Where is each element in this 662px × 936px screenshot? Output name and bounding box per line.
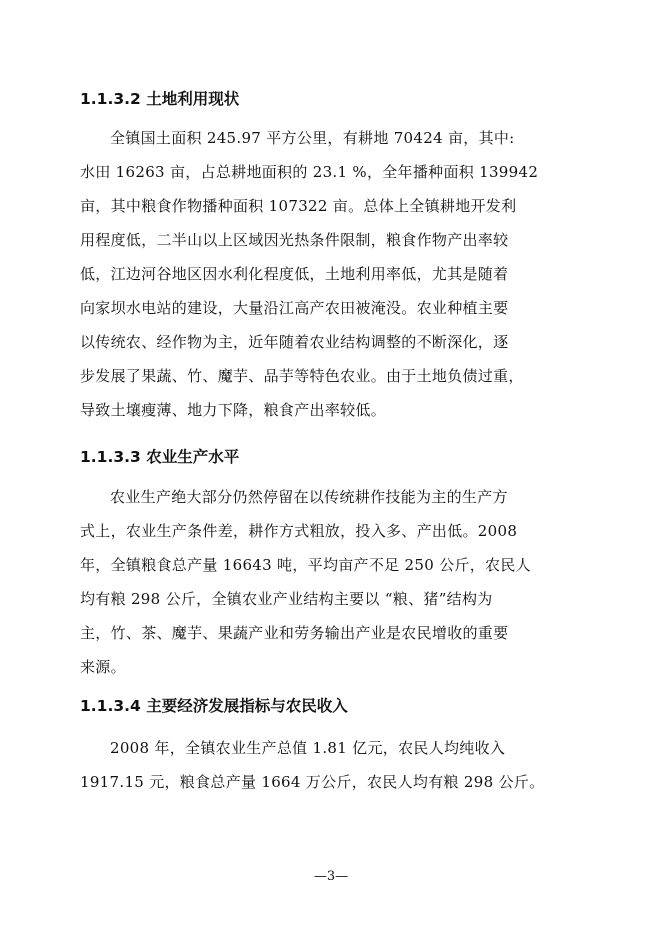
paragraph-line: 主，竹、茶、魔芋、果蔬产业和劳务输出产业是农民增收的重要	[80, 624, 509, 642]
paragraph-line: 1917.15 元，粮食总产量 1664 万公斤，农民人均有粮 298 公斤。	[80, 773, 545, 791]
section-heading-agri-production: 1.1.3.3 农业生产水平	[80, 448, 240, 466]
paragraph-line: 步发展了果蔬、竹、魔芋、品芋等特色农业。由于土地负债过重，	[80, 367, 524, 385]
section-heading-economic-indicators: 1.1.3.4 主要经济发展指标与农民收入	[80, 697, 348, 715]
paragraph-line: 2008 年，全镇农业生产总值 1.81 亿元，农民人均纯收入	[110, 739, 506, 757]
paragraph-line: 导致土壤瘦薄、地力下降，粮食产出率较低。	[80, 401, 387, 419]
paragraph-line: 低，江边河谷地区因水利化程度低，土地利用率低，尤其是随着	[80, 265, 509, 283]
paragraph-line: 用程度低，二半山以上区域因光热条件限制，粮食作物产出率较	[80, 231, 509, 249]
page-number: —3—	[313, 869, 349, 884]
paragraph-line: 亩，其中粮食作物播种面积 107322 亩。总体上全镇耕地开发利	[80, 197, 517, 215]
paragraph-line: 来源。	[80, 658, 126, 676]
section-heading-land-use: 1.1.3.2 土地利用现状	[80, 90, 240, 108]
paragraph-line: 农业生产绝大部分仍然停留在以传统耕作技能为主的生产方	[110, 488, 508, 506]
paragraph-line: 式上，农业生产条件差，耕作方式粗放，投入多、产出低。2008	[80, 522, 518, 540]
paragraph-line: 年，全镇粮食总产量 16643 吨，平均亩产不足 250 公斤，农民人	[80, 556, 531, 574]
paragraph-line: 以传统农、经作物为主，近年随着农业结构调整的不断深化，逐	[80, 333, 509, 351]
paragraph-line: 水田 16263 亩，占总耕地面积的 23.1 %，全年播种面积 139942	[80, 163, 539, 181]
paragraph-line: 向家坝水电站的建设，大量沿江高产农田被淹没。农业种植主要	[80, 299, 509, 317]
paragraph-line: 均有粮 298 公斤，全镇农业产业结构主要以 “粮、猪”结构为	[80, 590, 493, 608]
paragraph-line: 全镇国土面积 245.97 平方公里，有耕地 70424 亩，其中:	[110, 129, 515, 147]
